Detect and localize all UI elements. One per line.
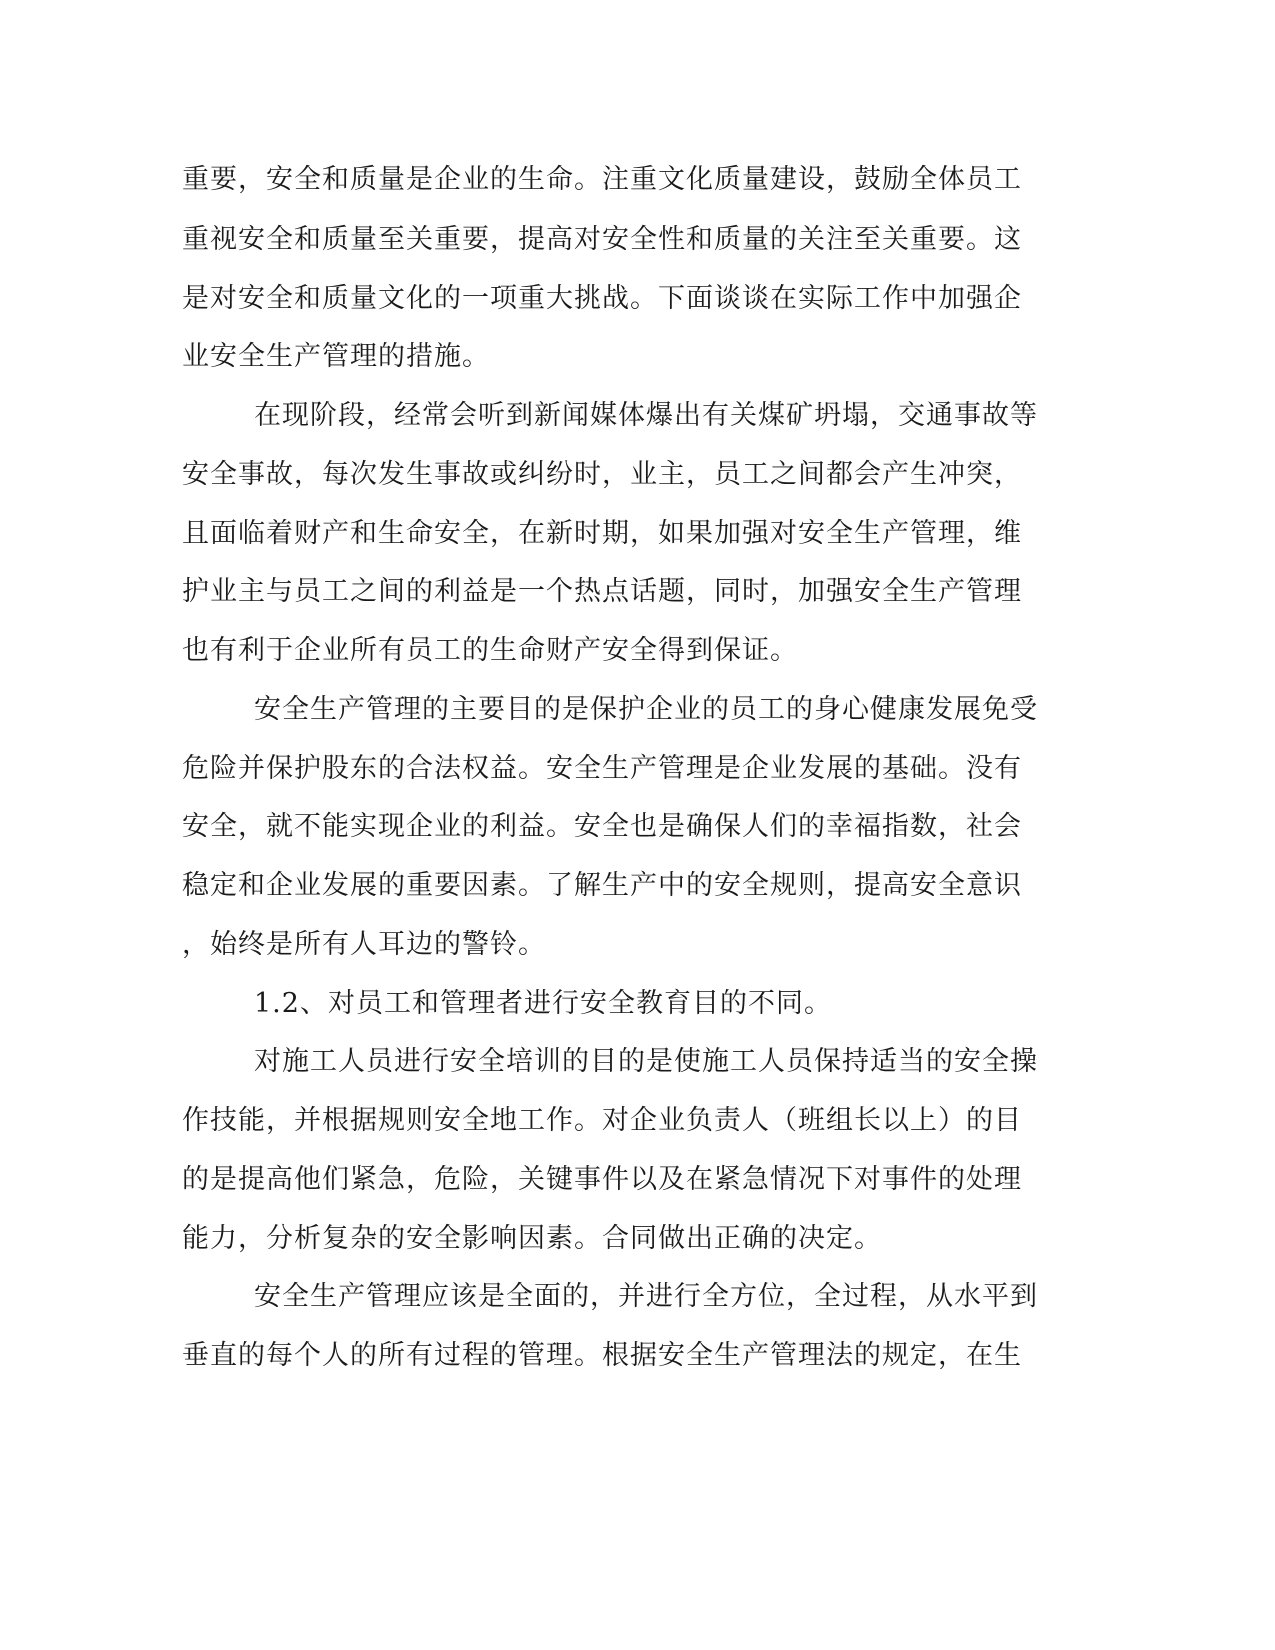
paragraph-first-line: 在现阶段，经常会听到新闻媒体爆出有关煤矿坍塌，交通事故等: [254, 400, 1038, 431]
text-line: 稳定和企业发展的重要因素。了解生产中的安全规则，提高安全意识: [182, 870, 1022, 901]
text-line: 护业主与员工之间的利益是一个热点话题，同时，加强安全生产管理: [182, 576, 1022, 607]
text-line: 且面临着财产和生命安全，在新时期，如果加强对安全生产管理，维: [182, 518, 1022, 549]
section-heading: 1.2、对员工和管理者进行安全教育目的不同。: [254, 988, 832, 1019]
text-line: 重要，安全和质量是企业的生命。注重文化质量建设，鼓励全体员工: [182, 164, 1022, 195]
text-line: 也有利于企业所有员工的生命财产安全得到保证。: [182, 635, 798, 666]
text-line: 业安全生产管理的措施。: [182, 341, 490, 372]
text-line: 垂直的每个人的所有过程的管理。根据安全生产管理法的规定，在生: [182, 1340, 1022, 1371]
text-line: 安全事故，每次发生事故或纠纷时，业主，员工之间都会产生冲突，: [182, 459, 1022, 490]
text-line: 重视安全和质量至关重要，提高对安全性和质量的关注至关重要。这: [182, 224, 1022, 255]
text-line: 是对安全和质量文化的一项重大挑战。下面谈谈在实际工作中加强企: [182, 283, 1022, 314]
paragraph-first-line: 安全生产管理应该是全面的，并进行全方位，全过程，从水平到: [254, 1281, 1038, 1312]
paragraph-first-line: 对施工人员进行安全培训的目的是使施工人员保持适当的安全操: [254, 1046, 1038, 1077]
text-line: 危险并保护股东的合法权益。安全生产管理是企业发展的基础。没有: [182, 753, 1022, 784]
text-line: 安全，就不能实现企业的利益。安全也是确保人们的幸福指数，社会: [182, 811, 1022, 842]
text-line: ，始终是所有人耳边的警铃。: [182, 929, 546, 960]
text-line: 的是提高他们紧急，危险，关键事件以及在紧急情况下对事件的处理: [182, 1164, 1022, 1195]
text-line: 能力，分析复杂的安全影响因素。合同做出正确的决定。: [182, 1223, 882, 1254]
paragraph-first-line: 安全生产管理的主要目的是保护企业的员工的身心健康发展免受: [254, 694, 1038, 725]
text-line: 作技能，并根据规则安全地工作。对企业负责人（班组长以上）的目: [182, 1105, 1022, 1136]
